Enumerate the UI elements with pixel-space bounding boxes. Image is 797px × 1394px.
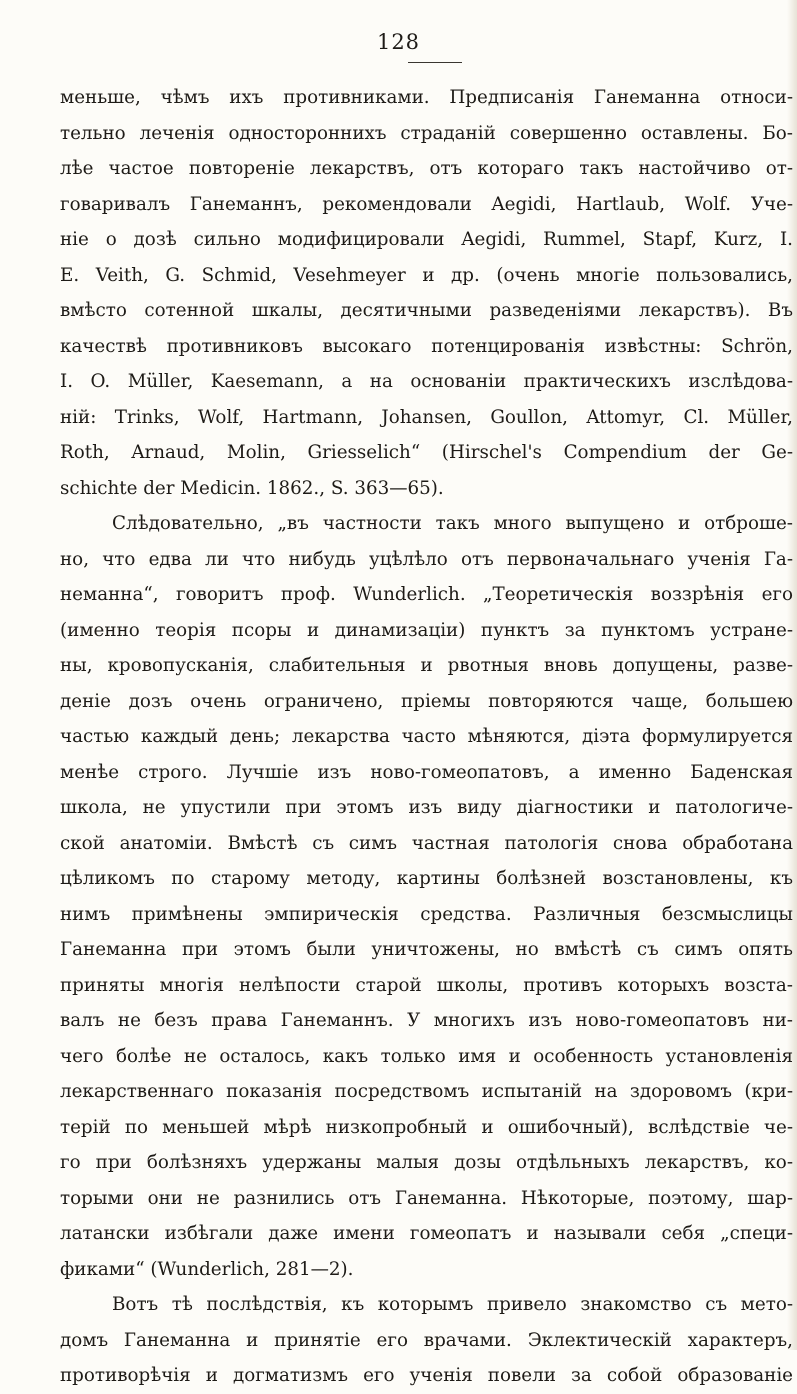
text-line: школа, не упустили при этомъ изъ виду діагностики и патологиче- xyxy=(60,797,793,818)
text-line: (именно теорія псоры и динамизаціи) пунктъ за пунктомъ устране- xyxy=(60,619,793,641)
text-line: лекарственнаго показанія посредствомъ испытаній на здоровомъ (кри- xyxy=(60,1081,793,1102)
text-line: говаривалъ Ганеманнъ, рекомендовали Aegidi, Hartlaub, Wolf. Уче- xyxy=(60,193,793,215)
text-line: торыми они не разнились отъ Ганеманна. Нѣкоторые, поэтому, шар- xyxy=(60,1187,793,1209)
text-line: Слѣдовательно, „въ частности такъ много выпущено и отброше- xyxy=(112,513,793,534)
text-line: валъ не безъ права Ганеманнъ. У многихъ изъ ново-гомеопатовъ ни- xyxy=(60,1010,793,1031)
text-line: чего болѣе не осталось, какъ только имя и особенность установленія xyxy=(60,1045,793,1067)
body-text xyxy=(60,80,793,1394)
text-line: деніе дозъ очень ограничено, пріемы повторяются чаще, большею xyxy=(60,690,793,712)
text-line: schichte der Medicin. 1862., S. 363—65). xyxy=(60,477,444,499)
text-line: тельно леченія одностороннихъ страданій совершенно оставлены. Бо- xyxy=(60,122,793,144)
text-line: менѣе строго. Лучшіе изъ ново-гомеопатовъ, а именно Баденская xyxy=(60,761,793,783)
text-line: вмѣсто сотенной шкалы, десятичными разведеніями лекарствъ). Въ xyxy=(60,300,793,321)
text-line: противорѣчія и догматизмъ его ученія повели за собой образованіе xyxy=(60,1365,793,1386)
page-number-rule xyxy=(408,62,462,63)
text-line: качествѣ противниковъ высокаго потенцированія извѣстны: Schrön, xyxy=(60,335,793,357)
text-line: но, что едва ли что нибудь уцѣлѣло отъ первоначальнаго ученія Га- xyxy=(60,548,793,570)
text-line: терій по меньшей мѣрѣ низкопробный и ошибочный), вслѣдствіе че- xyxy=(60,1116,793,1138)
text-line: го при болѣзняхъ удержаны малыя дозы отдѣльныхъ лекарствъ, ко- xyxy=(60,1152,793,1173)
text-line: ны, кровопусканія, слабительныя и рвотныя вновь допущены, разве- xyxy=(60,655,793,676)
text-line: Ганеманна при этомъ были уничтожены, но вмѣстѣ съ симъ опять xyxy=(60,939,793,960)
text-line: частью каждый день; лекарства часто мѣняются, діэта формулируется xyxy=(60,726,793,747)
text-line: фиками“ (Wunderlich, 281—2). xyxy=(60,1258,354,1280)
text-line: Вотъ тѣ послѣдствія, къ которымъ привело знакомство съ мето- xyxy=(112,1294,793,1315)
text-line: I. O. Müller, Kaesemann, а на основаніи практическихъ изслѣдова- xyxy=(60,371,793,392)
text-line: нимъ примѣнены эмпирическія средства. Различныя безсмыслицы xyxy=(60,903,793,925)
text-line: ніе о дозѣ сильно модифицировали Aegidi, Rummel, Stapf, Kurz, I. xyxy=(60,229,793,250)
text-line: Roth, Arnaud, Molin, Griesselich“ (Hirschel's Compendium der Ge- xyxy=(60,442,793,463)
text-line: неманна“, говоритъ проф. Wunderlich. „Теоретическія воззрѣнія его xyxy=(60,584,793,605)
text-line: лѣе частое повтореніе лекарствъ, отъ котораго такъ настойчиво от- xyxy=(60,158,793,179)
text-line: E. Veith, G. Schmid, Vesehmeyer и др. (очень многіе пользовались, xyxy=(60,264,793,286)
text-line: ской анатоміи. Вмѣстѣ съ симъ частная патологія снова обработана xyxy=(60,832,793,854)
text-line: домъ Ганеманна и принятіе его врачами. Эклектическій характеръ, xyxy=(60,1329,793,1351)
text-line: приняты многія нелѣпости старой школы, противъ которыхъ возста- xyxy=(60,974,793,996)
text-line: ній: Trinks, Wolf, Hartmann, Johansen, Goullon, Attomyr, Cl. Müller, xyxy=(60,406,793,428)
text-line: меньше, чѣмъ ихъ противниками. Предписанія Ганеманна относи- xyxy=(60,87,793,108)
page-number: 128 xyxy=(376,30,421,54)
text-line: цѣликомъ по старому методу, картины болѣзней возстановлены, къ xyxy=(60,868,793,889)
text-line: латански избѣгали даже имени гомеопатъ и называли себя „специ- xyxy=(60,1223,793,1244)
